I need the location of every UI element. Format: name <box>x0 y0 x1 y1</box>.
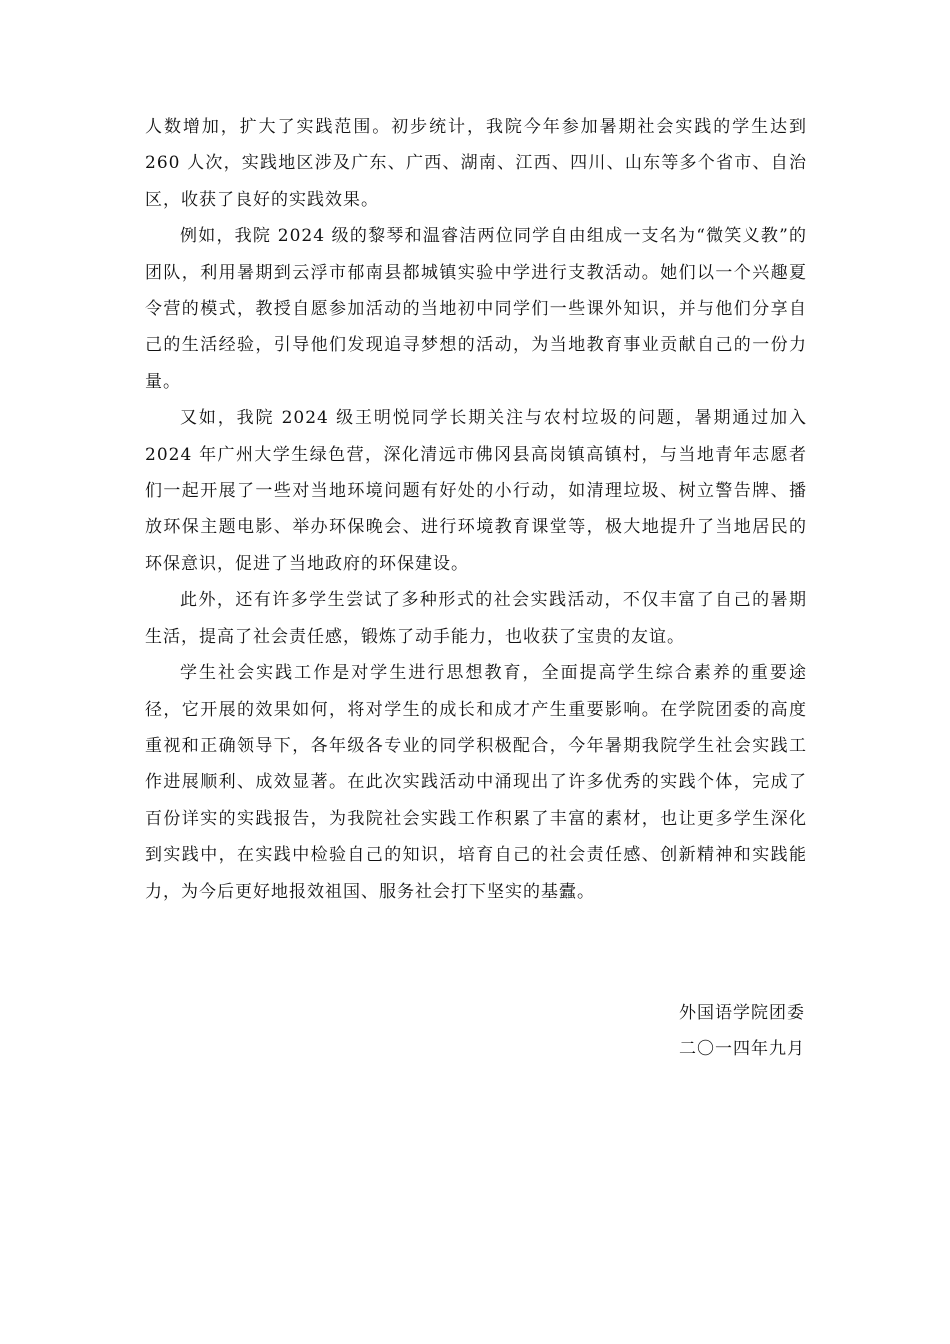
signature-date: 二〇一四年九月 <box>679 1039 805 1059</box>
document-body <box>145 109 807 910</box>
signature-block <box>560 995 805 1067</box>
paragraph-example-teaching: 例如，我院 2024 级的黎琴和温睿洁两位同学自由组成一支名为“微笑义教”的团队，利用暑期到云浮市郁南县都城镇实验中学进行支教活动。她们以一个兴趣夏令营的模式，教授自愿参加活动的当地初中同学们一些课外知识，并与他们分享自己的生活经验，引导他们发现追寻梦想的活动，为当地教育事业贡献自己的一份力量。 <box>145 226 807 392</box>
paragraph-conclusion: 学生社会实践工作是对学生进行思想教育，全面提高学生综合素养的重要途径，它开展的效果如何，将对学生的成长和成才产生重要影响。在学院团委的高度重视和正确领导下，各年级各专业的同学积极配合，今年暑期我院学生社会实践工作进展顺利、成效显著。在此次实践活动中涌现出了许多优秀的实践个体，完成了百份详实的实践报告，为我院社会实践工作积累了丰富的素材，也让更多学生深化到实践中，在实践中检验自己的知识，培育自己的社会责任感、创新精神和实践能力，为今后更好地报效祖国、服务社会打下坚实的基蠹。 <box>145 663 807 902</box>
paragraph-summary: 人数增加，扩大了实践范围。初步统计，我院今年参加暑期社会实践的学生达到 260 人次，实践地区涉及广东、广西、湖南、江西、四川、山东等多个省市、自治区，收获了良好的实践效果。 <box>145 117 807 210</box>
paragraph-other-activities: 此外，还有许多学生尝试了多种形式的社会实践活动，不仅丰富了自己的暑期生活，提高了社会责任感，锻炼了动手能力，也收获了宝贵的友谊。 <box>145 590 807 647</box>
paragraph-example-environment: 又如，我院 2024 级王明悦同学长期关注与农村垃圾的问题，暑期通过加入 2024 年广州大学生绿色营，深化清远市佛冈县高岗镇高镇村，与当地青年志愿者们一起开展了一些对当地环境问题有好处的小行动，如清理垃圾、树立警告牌、播放环保主题电影、举办环保晚会、进行环境教育课堂等，极大地提升了当地居民的环保意识，促进了当地政府的环保建设。 <box>145 408 807 574</box>
signature-organization: 外国语学院团委 <box>679 1003 805 1023</box>
